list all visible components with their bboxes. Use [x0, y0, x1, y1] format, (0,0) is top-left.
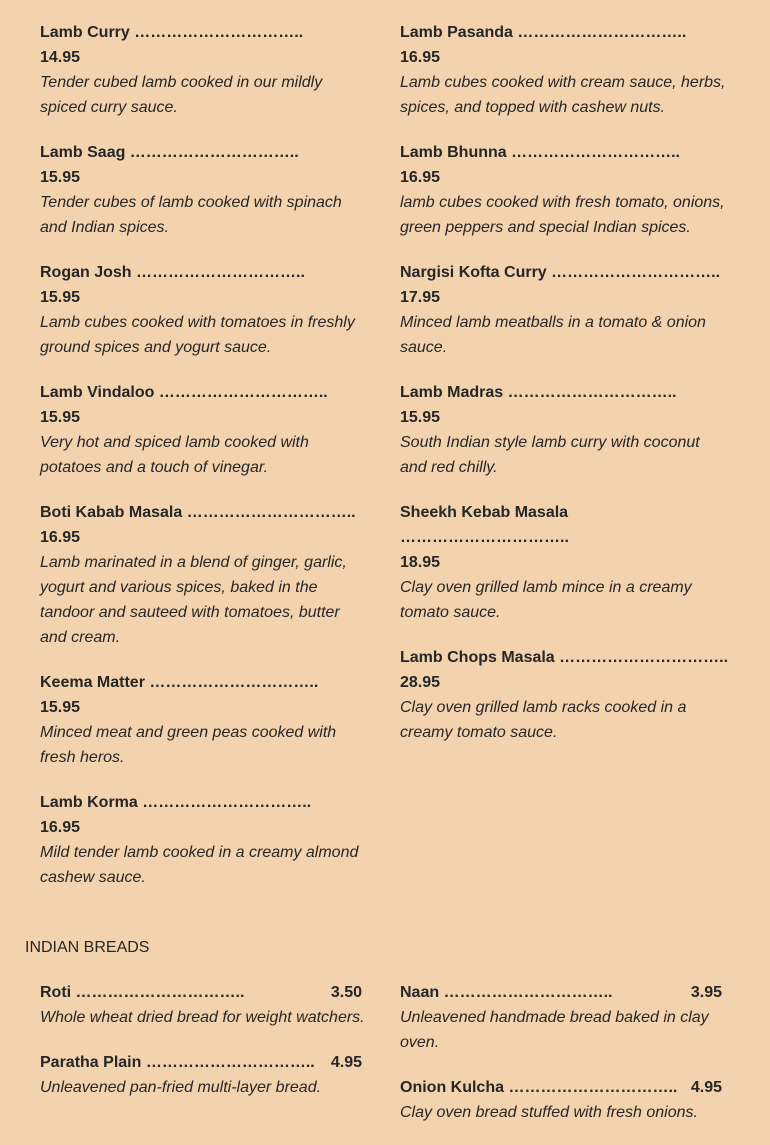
item-name: Lamb Korma ………………………….. — [40, 794, 312, 811]
item-price: 15.95 — [40, 289, 81, 306]
item-description: lamb cubes cooked with fresh tomato, onions, green peppers and special Indian spices. — [400, 194, 725, 236]
item-price: 15.95 — [400, 409, 441, 426]
bread-description: Whole wheat dried bread for weight watchers. — [40, 1009, 365, 1026]
item-description: Lamb marinated in a blend of ginger, garlic, yogurt and various spices, baked in the tandoor and sauteed with tomatoes, butter and cream. — [40, 554, 347, 646]
item-price: 14.95 — [40, 49, 81, 66]
bread-description: Unleavened pan-fried multi-layer bread. — [40, 1079, 322, 1096]
menu-item — [400, 20, 730, 120]
breads-left-column — [40, 980, 370, 1120]
bread-line — [40, 980, 362, 1005]
bread-item — [40, 1050, 370, 1100]
right-column — [400, 20, 730, 765]
item-name: Lamb Curry ………………………….. — [40, 24, 304, 41]
item-price: 16.95 — [40, 529, 81, 546]
item-description: Mild tender lamb cooked in a creamy almond cashew sauce. — [40, 844, 359, 886]
item-price: 15.95 — [40, 409, 81, 426]
bread-price: 3.50 — [330, 984, 362, 1001]
item-price: 17.95 — [400, 289, 441, 306]
menu-item — [400, 645, 730, 745]
bread-item — [40, 980, 370, 1030]
item-description: Clay oven grilled lamb mince in a creamy tomato sauce. — [400, 579, 692, 621]
section-title-indian-breads: INDIAN BREADS — [25, 939, 150, 956]
bread-price: 4.95 — [690, 1079, 722, 1096]
item-name: Lamb Bhunna ………………………….. — [400, 144, 680, 161]
item-name: Keema Matter ………………………….. — [40, 674, 319, 691]
item-name: Boti Kabab Masala ………………………….. — [40, 504, 356, 521]
menu-item — [400, 260, 730, 360]
bread-item — [400, 980, 730, 1055]
bread-name: Roti ………………………….. — [40, 984, 245, 1001]
menu-item — [40, 20, 370, 120]
bread-line — [40, 1050, 362, 1075]
item-description: Lamb cubes cooked with cream sauce, herbs, spices, and topped with cashew nuts. — [400, 74, 726, 116]
left-column — [40, 20, 370, 910]
item-name: Lamb Chops Masala ………………………….. — [400, 649, 729, 666]
item-name: Lamb Vindaloo ………………………….. — [40, 384, 328, 401]
item-description: Lamb cubes cooked with tomatoes in freshly ground spices and yogurt sauce. — [40, 314, 355, 356]
item-description: Clay oven grilled lamb racks cooked in a creamy tomato sauce. — [400, 699, 687, 741]
breads-right-column — [400, 980, 730, 1145]
item-description: South Indian style lamb curry with coconut and red chilly. — [400, 434, 700, 476]
menu-item — [40, 500, 370, 650]
item-price: 18.95 — [400, 554, 441, 571]
bread-name: Paratha Plain ………………………….. — [40, 1054, 315, 1071]
item-name: Lamb Saag ………………………….. — [40, 144, 299, 161]
menu-item — [40, 140, 370, 240]
item-price: 28.95 — [400, 674, 441, 691]
bread-item — [400, 1075, 730, 1125]
item-name: Lamb Madras ………………………….. — [400, 384, 677, 401]
bread-line — [400, 1075, 722, 1100]
item-price: 15.95 — [40, 699, 81, 716]
item-price: 16.95 — [400, 169, 441, 186]
item-description: Minced lamb meatballs in a tomato & onion sauce. — [400, 314, 706, 356]
bread-price: 3.95 — [690, 984, 722, 1001]
menu-item — [400, 500, 730, 625]
item-description: Tender cubed lamb cooked in our mildly spiced curry sauce. — [40, 74, 323, 116]
item-price: 16.95 — [400, 49, 441, 66]
bread-price: 4.95 — [330, 1054, 362, 1071]
menu-item — [40, 260, 370, 360]
menu-item — [40, 790, 370, 890]
item-price: 16.95 — [40, 819, 81, 836]
item-description: Tender cubes of lamb cooked with spinach and Indian spices. — [40, 194, 342, 236]
bread-description: Unleavened handmade bread baked in clay oven. — [400, 1009, 709, 1051]
item-description: Minced meat and green peas cooked with fresh heros. — [40, 724, 337, 766]
menu-item — [400, 380, 730, 480]
item-price: 15.95 — [40, 169, 81, 186]
item-name: Nargisi Kofta Curry ………………………….. — [400, 264, 721, 281]
menu-item — [40, 380, 370, 480]
item-name: Rogan Josh ………………………….. — [40, 264, 305, 281]
item-name: Lamb Pasanda ………………………….. — [400, 24, 687, 41]
item-name: Sheekh Kebab Masala ………………………….. — [400, 504, 569, 546]
menu-item — [40, 670, 370, 770]
bread-name: Onion Kulcha ………………………….. — [400, 1079, 678, 1096]
bread-line — [400, 980, 722, 1005]
bread-name: Naan ………………………….. — [400, 984, 613, 1001]
bread-description: Clay oven bread stuffed with fresh onions. — [400, 1104, 698, 1121]
item-description: Very hot and spiced lamb cooked with potatoes and a touch of vinegar. — [40, 434, 309, 476]
menu-item — [400, 140, 730, 240]
